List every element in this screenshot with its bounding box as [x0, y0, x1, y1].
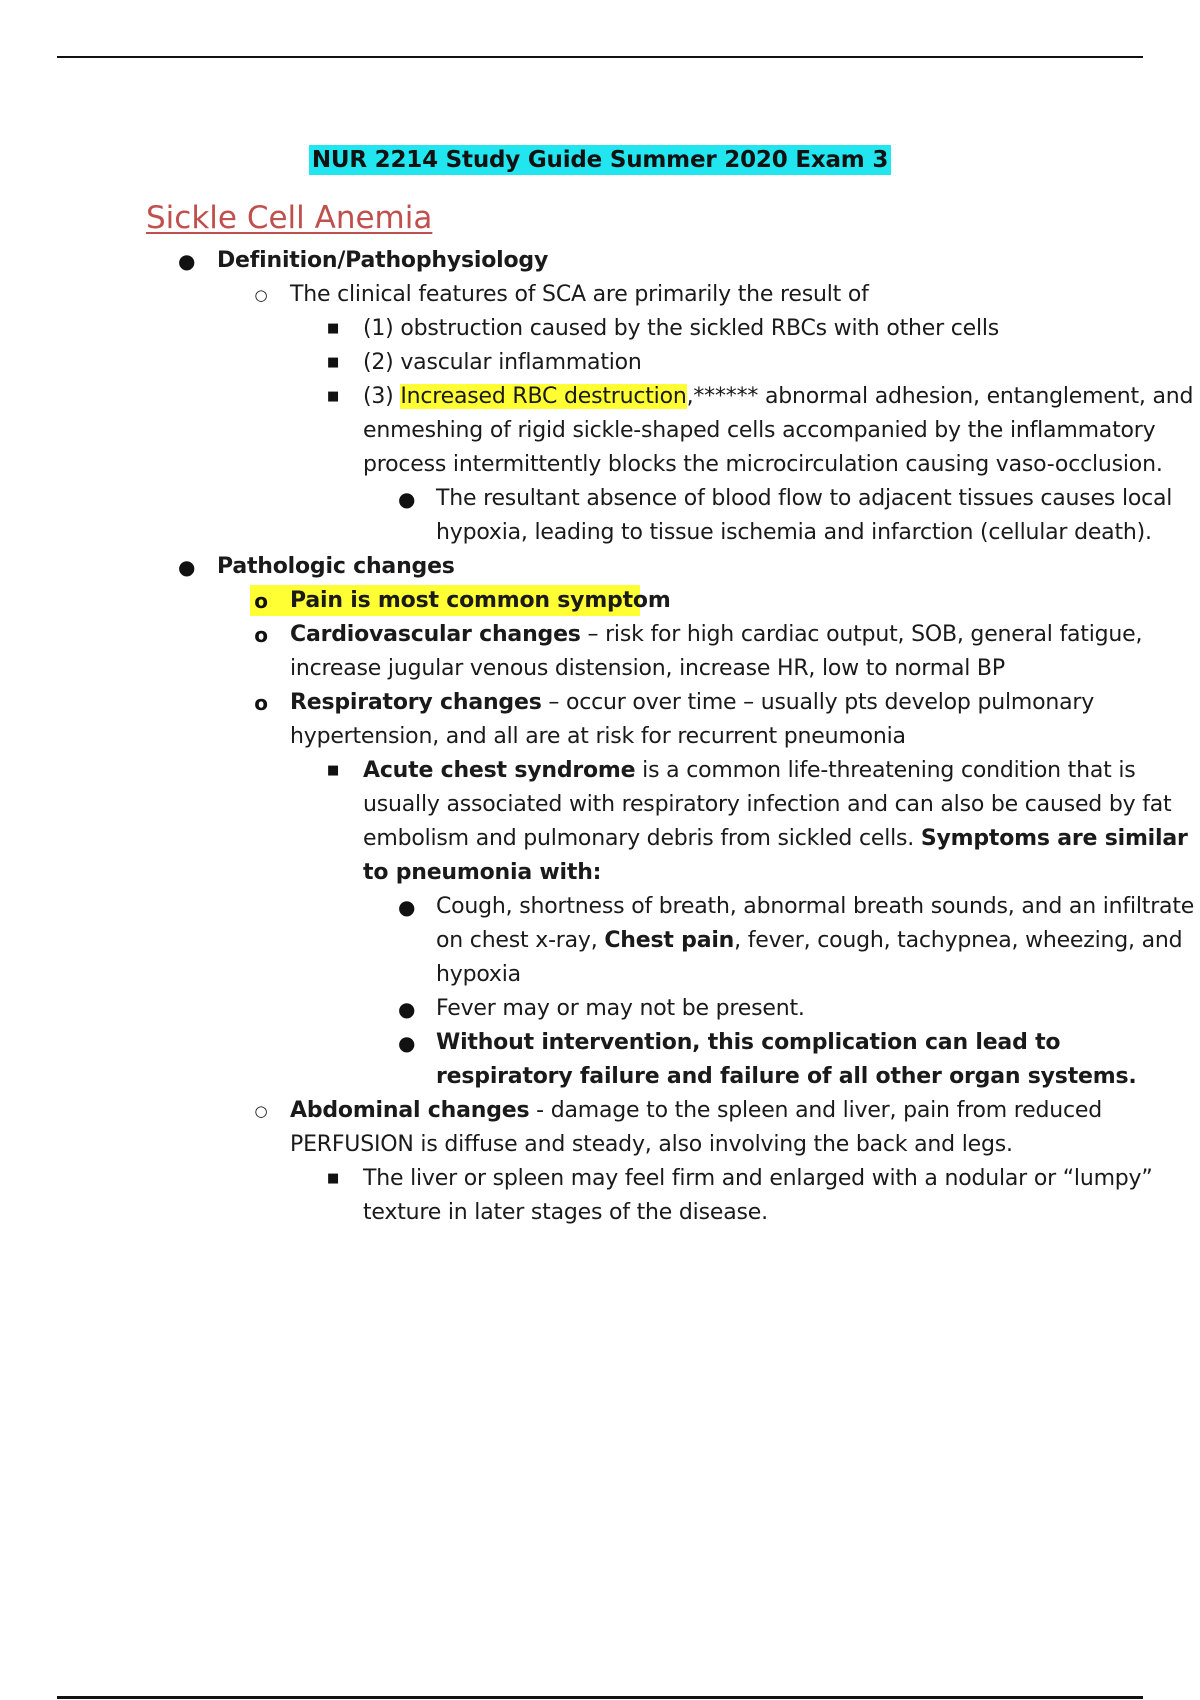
cause-1-text: (1) obstruction caused by the sickled RBCs with other cells [363, 316, 1000, 341]
list-item-acs-fever [0, 992, 1200, 1026]
acs-sub1-bold: Chest pain [604, 928, 735, 953]
list-item-abdominal [0, 1094, 1200, 1230]
title-container [0, 147, 1200, 173]
bottom-rule [57, 1696, 1143, 1699]
list-item-cause-2 [0, 346, 1200, 380]
cause-2-text: (2) vascular inflammation [363, 350, 642, 375]
list-item-abd-sub [0, 1162, 1200, 1230]
list-item-cause-3-sub [0, 482, 1200, 550]
acs-sub3: Without intervention, this complication can lead to respiratory failure and failure of all other organ systems. [436, 1030, 1137, 1089]
abdominal-sublist [290, 1162, 1200, 1230]
list-item-cause-1 [0, 312, 1200, 346]
bullet-dot-icon: ● [178, 249, 196, 273]
definition-heading: Definition/Pathophysiology [217, 248, 549, 273]
list-item-pain [0, 584, 1200, 618]
list-item-respiratory [0, 686, 1200, 1094]
list-item-acs [0, 754, 1200, 1094]
list-item-intro [0, 278, 1200, 550]
abd-text: - damage to the spleen and liver, pain from reduced PERFUSION is diffuse and steady, also involving the back and legs. [290, 1098, 1102, 1157]
bullet-dot-icon: ● [398, 1031, 416, 1055]
cardio-text: – risk for high cardiac output, SOB, general fatigue, increase jugular venous distension, increase HR, low to normal BP [290, 622, 1143, 681]
pathologic-heading: Pathologic changes [217, 554, 455, 579]
bullet-dot-icon: ● [398, 895, 416, 919]
acs-sublist [363, 890, 1200, 1094]
bold-o-bullet-icon: o [254, 589, 268, 613]
causes-list [290, 312, 1200, 550]
cause-3-rest: ,****** abnormal adhesion, entanglement, and enmeshing of rigid sickle-shaped cells accompanied by the inflammatory process intermittently blocks the microcirculation causing vaso-occlusion. [363, 384, 1194, 477]
list-item-acs-warning [0, 1026, 1200, 1094]
cause-3-sublist [363, 482, 1200, 550]
resp-text: – occur over time – usually pts develop pulmonary hypertension, and all are at risk for recurrent pneumonia [290, 690, 1095, 749]
square-bullet-icon: ■ [326, 1171, 340, 1186]
list-item-acs-symptoms [0, 890, 1200, 992]
bullet-dot-icon: ● [178, 555, 196, 579]
cause-3-sub-text: The resultant absence of blood flow to adjacent tissues causes local hypoxia, leading to tissue ischemia and infarction (cellular death). [436, 486, 1173, 545]
top-level-list [0, 244, 1200, 1230]
cause-3-prefix: (3) [363, 384, 401, 409]
respiratory-sublist [290, 754, 1200, 1094]
cause-3-highlight: Increased RBC destruction [400, 384, 687, 409]
abd-label: Abdominal changes [290, 1098, 530, 1123]
abd-sub-text: The liver or spleen may feel firm and enlarged with a nodular or “lumpy” texture in later stages of the disease. [363, 1166, 1153, 1225]
cardio-label: Cardiovascular changes [290, 622, 581, 647]
acs-label: Acute chest syndrome [363, 758, 636, 783]
list-item-cardio [0, 618, 1200, 686]
hollow-circle-icon: ○ [254, 286, 268, 304]
acs-sub1-a: Cough, shortness of breath, abnormal breath sounds, and an infiltrate on chest x-ray, [436, 894, 1195, 953]
square-bullet-icon: ■ [326, 389, 340, 404]
document-body [0, 244, 1200, 1230]
bullet-dot-icon: ● [398, 487, 416, 511]
acs-sub2: Fever may or may not be present. [436, 996, 805, 1021]
definition-sublist [217, 278, 1200, 550]
document-title: NUR 2214 Study Guide Summer 2020 Exam 3 [309, 145, 891, 175]
list-item-cause-3 [0, 380, 1200, 550]
definition-intro: The clinical features of SCA are primarily the result of [290, 282, 869, 307]
list-item-definition [0, 244, 1200, 550]
section-heading: Sickle Cell Anemia [146, 200, 433, 236]
resp-label: Respiratory changes [290, 690, 542, 715]
pain-text: Pain is most common symptom [290, 588, 671, 613]
square-bullet-icon: ■ [326, 763, 340, 778]
square-bullet-icon: ■ [326, 355, 340, 370]
acs-symptoms-label: Symptoms are similar to pneumonia with: [363, 826, 1188, 885]
square-bullet-icon: ■ [326, 321, 340, 336]
bold-o-bullet-icon: o [254, 623, 268, 647]
hollow-circle-icon: ○ [254, 1102, 268, 1120]
bullet-dot-icon: ● [398, 997, 416, 1021]
pathologic-sublist [217, 584, 1200, 1230]
top-rule [57, 56, 1143, 58]
bold-o-bullet-icon: o [254, 691, 268, 715]
list-item-pathologic [0, 550, 1200, 1230]
acs-sub1-b: , fever, cough, tachypnea, wheezing, and hypoxia [436, 928, 1183, 987]
acs-text: is a common life-threatening condition that is usually associated with respiratory infection and can also be caused by fat embolism and pulmonary debris from sickled cells. [363, 758, 1172, 851]
